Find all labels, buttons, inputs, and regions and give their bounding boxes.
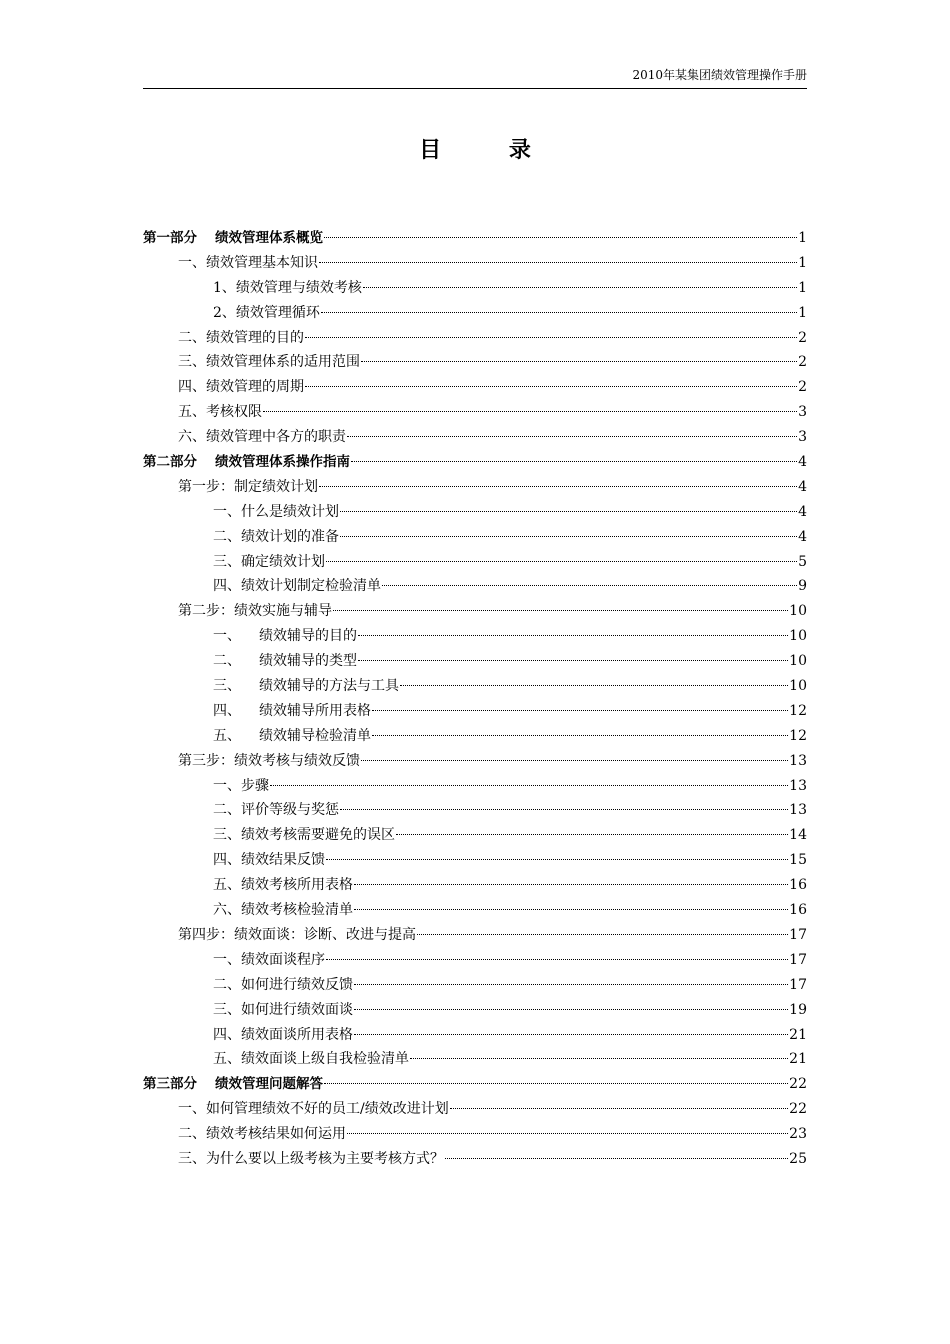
toc-leader-dots bbox=[396, 834, 788, 835]
toc-leader-dots bbox=[361, 361, 797, 362]
toc-entry-label bbox=[213, 973, 353, 998]
toc-entry[interactable] bbox=[143, 1097, 807, 1122]
toc-page-number: 1 bbox=[798, 304, 807, 321]
toc-leader-dots bbox=[354, 884, 788, 885]
toc-entry-text: 三、如何进行绩效面谈 bbox=[213, 1001, 353, 1018]
toc-leader-dots bbox=[333, 610, 788, 611]
toc-leader-dots bbox=[340, 536, 797, 537]
toc-entry-label bbox=[178, 599, 332, 624]
toc-entry[interactable] bbox=[143, 774, 807, 799]
toc-entry-label bbox=[178, 326, 304, 351]
toc-entry-text: 第三步：绩效考核与绩效反馈 bbox=[178, 752, 360, 769]
toc-page-number: 4 bbox=[798, 528, 807, 545]
toc-leader-dots bbox=[372, 735, 788, 736]
toc-page-number: 13 bbox=[789, 802, 807, 819]
toc-entry-subtext: 绩效辅导的方法与工具 bbox=[259, 678, 399, 695]
toc-entry-text: 三、绩效考核需要避免的误区 bbox=[213, 827, 395, 844]
toc-entry[interactable] bbox=[143, 798, 807, 823]
toc-page-number: 2 bbox=[798, 354, 807, 371]
toc-page-number: 14 bbox=[789, 827, 807, 844]
toc-entry[interactable] bbox=[143, 848, 807, 873]
toc-entry[interactable] bbox=[143, 1122, 807, 1147]
toc-entry[interactable] bbox=[143, 1147, 807, 1172]
toc-leader-dots bbox=[321, 312, 797, 313]
toc-entry[interactable] bbox=[143, 923, 807, 948]
toc-leader-dots bbox=[372, 710, 788, 711]
toc-entry-label bbox=[178, 251, 318, 276]
toc-leader-dots bbox=[324, 1083, 788, 1084]
toc-entry-subtext: 绩效辅导的类型 bbox=[259, 653, 357, 670]
toc-entry[interactable] bbox=[143, 525, 807, 550]
toc-entry[interactable] bbox=[143, 823, 807, 848]
toc-entry-label bbox=[178, 425, 346, 450]
toc-leader-dots bbox=[263, 411, 797, 412]
toc-page-number: 17 bbox=[789, 976, 807, 993]
toc-page-number: 1 bbox=[798, 254, 807, 271]
toc-entry-label bbox=[213, 574, 381, 599]
toc-entry-subtext: 绩效辅导所用表格 bbox=[259, 702, 371, 719]
toc-entry-text: 第四步：绩效面谈：诊断、改进与提高 bbox=[178, 926, 416, 943]
toc-entry-text: 一、什么是绩效计划 bbox=[213, 503, 339, 520]
toc-entry[interactable] bbox=[143, 475, 807, 500]
toc-page-number: 22 bbox=[789, 1076, 807, 1093]
toc-page-number: 4 bbox=[798, 454, 807, 471]
toc-entry-label bbox=[213, 1047, 409, 1072]
toc-entry-subtext: 绩效管理问题解答 bbox=[215, 1076, 323, 1093]
toc-entry-label bbox=[213, 525, 339, 550]
toc-entry-label bbox=[213, 301, 320, 326]
toc-leader-dots bbox=[319, 486, 797, 487]
toc-entry-label bbox=[213, 624, 357, 649]
toc-entry-text: 二、评价等级与奖惩 bbox=[213, 802, 339, 819]
toc-entry-label bbox=[213, 724, 371, 749]
toc-entry-text: 三、确定绩效计划 bbox=[213, 553, 325, 570]
toc-leader-dots bbox=[340, 511, 797, 512]
toc-title: 目 录 bbox=[419, 138, 561, 163]
toc-entry-text: 一、如何管理绩效不好的员工/绩效改进计划 bbox=[178, 1101, 449, 1118]
toc-entry-text: 四、绩效管理的周期 bbox=[178, 379, 304, 396]
toc-page-number: 2 bbox=[798, 329, 807, 346]
toc-entry-label bbox=[178, 375, 304, 400]
toc-leader-dots bbox=[354, 1034, 788, 1035]
toc-leader-dots bbox=[382, 585, 797, 586]
toc-entry-label bbox=[178, 923, 416, 948]
toc-entry[interactable] bbox=[143, 1072, 807, 1097]
toc-leader-dots bbox=[400, 685, 788, 686]
toc-entry-text: 1、绩效管理与绩效考核 bbox=[213, 279, 362, 296]
toc-entry-label bbox=[213, 649, 357, 674]
toc-entry-text: 四、绩效面谈所用表格 bbox=[213, 1026, 353, 1043]
toc-page-number: 21 bbox=[789, 1026, 807, 1043]
toc-leader-dots bbox=[354, 909, 788, 910]
toc-leader-dots bbox=[305, 337, 797, 338]
toc-entry[interactable] bbox=[143, 550, 807, 575]
toc-page-number: 4 bbox=[798, 478, 807, 495]
toc-entry-label bbox=[213, 774, 269, 799]
toc-entry-text: 二、绩效考核结果如何运用 bbox=[178, 1126, 346, 1143]
toc-entry-label bbox=[178, 1097, 449, 1122]
toc-leader-dots bbox=[417, 934, 788, 935]
toc-page-number: 3 bbox=[798, 404, 807, 421]
toc-leader-dots bbox=[354, 1009, 788, 1010]
toc-entry-text: 四、绩效结果反馈 bbox=[213, 852, 325, 869]
toc-entry[interactable] bbox=[143, 873, 807, 898]
toc-entry-label bbox=[178, 749, 360, 774]
toc-entry-text: 三、 bbox=[213, 678, 241, 695]
toc-entry-label bbox=[213, 1023, 353, 1048]
toc-entry-label bbox=[213, 998, 353, 1023]
toc-leader-dots bbox=[361, 760, 788, 761]
toc-entry-label bbox=[213, 276, 362, 301]
toc-page-number: 10 bbox=[789, 628, 807, 645]
toc-leader-dots bbox=[319, 262, 797, 263]
toc-entry-text: 二、绩效计划的准备 bbox=[213, 528, 339, 545]
toc-entry-label bbox=[213, 823, 395, 848]
toc-entry-text: 四、绩效计划制定检验清单 bbox=[213, 578, 381, 595]
toc-entry-label bbox=[213, 948, 325, 973]
toc-leader-dots bbox=[410, 1058, 788, 1059]
toc-entry-label bbox=[213, 873, 353, 898]
toc-entry[interactable] bbox=[143, 276, 807, 301]
toc-page-number: 5 bbox=[798, 553, 807, 570]
toc-page-number: 10 bbox=[789, 603, 807, 620]
header-title: 2010年某集团绩效管理操作手册 bbox=[632, 68, 807, 82]
toc-entry[interactable] bbox=[143, 350, 807, 375]
toc-entry[interactable] bbox=[143, 226, 807, 251]
toc-entry-text: 一、步骤 bbox=[213, 777, 269, 794]
toc-entry-text: 第二部分 bbox=[143, 454, 197, 471]
toc-entry-subtext: 绩效管理体系概览 bbox=[215, 230, 323, 246]
toc-entry[interactable] bbox=[143, 425, 807, 450]
toc-page-number: 4 bbox=[798, 503, 807, 520]
toc-entry-text: 一、 bbox=[213, 628, 241, 645]
toc-leader-dots bbox=[270, 785, 788, 786]
toc-page-number: 21 bbox=[789, 1051, 807, 1068]
toc-entry-text: 第一部分 bbox=[143, 230, 197, 246]
toc-leader-dots bbox=[347, 1133, 788, 1134]
toc-page-number: 10 bbox=[789, 653, 807, 670]
toc-page-number: 15 bbox=[789, 852, 807, 869]
toc-page-number: 10 bbox=[789, 678, 807, 695]
toc-entry[interactable] bbox=[143, 1047, 807, 1072]
toc-entry-text: 五、绩效面谈上级自我检验清单 bbox=[213, 1051, 409, 1068]
toc-entry-label bbox=[143, 1072, 323, 1097]
toc-entry[interactable] bbox=[143, 699, 807, 724]
toc-entry[interactable] bbox=[143, 400, 807, 425]
toc-entry-text: 一、绩效管理基本知识 bbox=[178, 254, 318, 271]
toc-leader-dots bbox=[351, 461, 797, 462]
toc-entry-text: 六、绩效考核检验清单 bbox=[213, 902, 353, 919]
toc-entry-text: 五、 bbox=[213, 727, 241, 744]
toc-entry-label bbox=[178, 475, 318, 500]
toc-entry-label bbox=[213, 798, 339, 823]
toc-leader-dots bbox=[363, 287, 797, 288]
toc-entry-text: 一、绩效面谈程序 bbox=[213, 951, 325, 968]
toc-entry-label bbox=[178, 400, 262, 425]
toc-leader-dots bbox=[354, 984, 788, 985]
toc-entry-label bbox=[178, 1122, 346, 1147]
toc-entry-subtext: 绩效辅导检验清单 bbox=[259, 727, 371, 744]
toc-entry[interactable] bbox=[143, 998, 807, 1023]
toc-entry[interactable] bbox=[143, 326, 807, 351]
toc-entry-label bbox=[213, 848, 325, 873]
toc-entry-label bbox=[143, 226, 323, 251]
toc-page-number: 1 bbox=[798, 279, 807, 296]
toc-entry[interactable] bbox=[143, 251, 807, 276]
toc-entry-subtext: 绩效辅导的目的 bbox=[259, 628, 357, 645]
toc-leader-dots bbox=[305, 386, 797, 387]
toc-page-number: 12 bbox=[789, 727, 807, 744]
page-header bbox=[143, 64, 807, 89]
toc-entry[interactable] bbox=[143, 375, 807, 400]
toc-entry-subtext: 绩效管理体系操作指南 bbox=[215, 454, 350, 471]
toc-entry[interactable] bbox=[143, 574, 807, 599]
toc-leader-dots bbox=[324, 237, 797, 238]
toc-page-number: 1 bbox=[798, 230, 807, 246]
toc-page-number: 17 bbox=[789, 951, 807, 968]
toc-entry[interactable] bbox=[143, 500, 807, 525]
toc-page-number: 25 bbox=[789, 1150, 807, 1167]
toc-page-number: 16 bbox=[789, 902, 807, 919]
toc-entry-text: 二、绩效管理的目的 bbox=[178, 329, 304, 346]
toc-page-number: 19 bbox=[789, 1001, 807, 1018]
toc-entry[interactable] bbox=[143, 749, 807, 774]
toc-entry-label bbox=[213, 500, 339, 525]
toc-page-number: 13 bbox=[789, 752, 807, 769]
toc-entry[interactable] bbox=[143, 624, 807, 649]
toc-entry-text: 第二步：绩效实施与辅导 bbox=[178, 603, 332, 620]
toc-entry-label bbox=[178, 1147, 444, 1172]
toc-entry[interactable] bbox=[143, 674, 807, 699]
toc-entry-text: 三、绩效管理体系的适用范围 bbox=[178, 354, 360, 371]
toc-entry[interactable] bbox=[143, 724, 807, 749]
toc-entry[interactable] bbox=[143, 948, 807, 973]
toc-entry-label bbox=[213, 898, 353, 923]
toc-leader-dots bbox=[326, 959, 788, 960]
toc-entry[interactable] bbox=[143, 973, 807, 998]
toc-page-number: 3 bbox=[798, 429, 807, 446]
toc-entry-text: 三、为什么要以上级考核为主要考核方式？ bbox=[178, 1150, 444, 1167]
table-of-contents bbox=[143, 226, 807, 1172]
toc-entry-text: 二、如何进行绩效反馈 bbox=[213, 976, 353, 993]
toc-entry-label bbox=[143, 450, 350, 475]
toc-leader-dots bbox=[340, 809, 788, 810]
toc-page-number: 13 bbox=[789, 777, 807, 794]
toc-entry-label bbox=[213, 550, 325, 575]
toc-page-number: 23 bbox=[789, 1126, 807, 1143]
toc-entry[interactable] bbox=[143, 301, 807, 326]
toc-leader-dots bbox=[326, 561, 797, 562]
toc-leader-dots bbox=[358, 660, 788, 661]
toc-entry-label bbox=[213, 699, 371, 724]
toc-page-number: 12 bbox=[789, 702, 807, 719]
toc-leader-dots bbox=[450, 1108, 788, 1109]
toc-page-number: 9 bbox=[798, 578, 807, 595]
toc-entry[interactable] bbox=[143, 599, 807, 624]
toc-entry[interactable] bbox=[143, 898, 807, 923]
toc-page-number: 22 bbox=[789, 1101, 807, 1118]
toc-entry-label bbox=[178, 350, 360, 375]
toc-entry-text: 二、 bbox=[213, 653, 241, 670]
toc-leader-dots bbox=[347, 436, 797, 437]
toc-entry-text: 第一步：制定绩效计划 bbox=[178, 478, 318, 495]
toc-entry[interactable] bbox=[143, 1023, 807, 1048]
toc-entry[interactable] bbox=[143, 450, 807, 475]
toc-entry-text: 五、绩效考核所用表格 bbox=[213, 877, 353, 894]
toc-leader-dots bbox=[326, 859, 788, 860]
toc-leader-dots bbox=[445, 1158, 788, 1159]
toc-page-number: 16 bbox=[789, 877, 807, 894]
toc-entry-text: 四、 bbox=[213, 702, 241, 719]
toc-entry-text: 六、绩效管理中各方的职责 bbox=[178, 429, 346, 446]
toc-entry-label bbox=[213, 674, 399, 699]
toc-entry-text: 2、绩效管理循环 bbox=[213, 304, 320, 321]
toc-entry[interactable] bbox=[143, 649, 807, 674]
toc-page-number: 17 bbox=[789, 926, 807, 943]
toc-page-number: 2 bbox=[798, 379, 807, 396]
toc-entry-text: 第三部分 bbox=[143, 1076, 197, 1093]
toc-leader-dots bbox=[358, 635, 788, 636]
toc-entry-text: 五、考核权限 bbox=[178, 404, 262, 421]
